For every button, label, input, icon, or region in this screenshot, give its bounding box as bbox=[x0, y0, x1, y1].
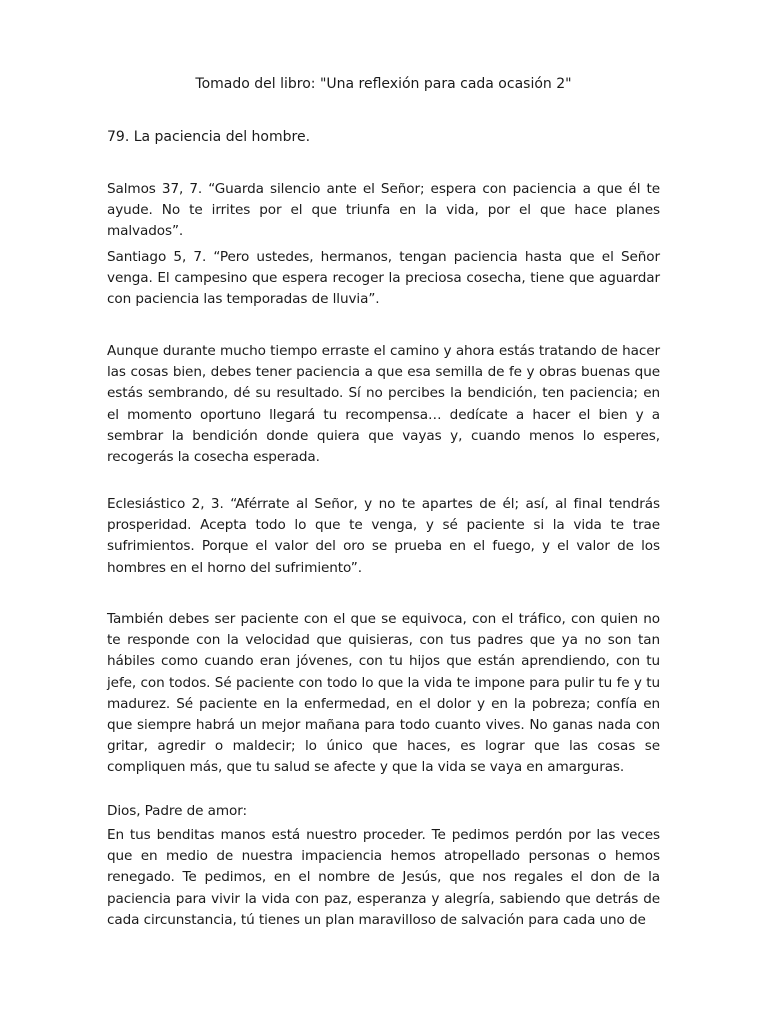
source-line: Tomado del libro: "Una reflexión para cada ocasión 2" bbox=[195, 76, 572, 92]
paragraph-reflection-1: Aunque durante mucho tiempo erraste el camino y ahora estás tratando de hacer las cosas bien, debes tener paciencia a que esa semilla de fe y obras buenas que estás sembrando, dé su resultado. Sí no percibes la bendición, ten paciencia; en el momento oportuno llegará tu recompensa… dedícate a hacer el bien y a sembrar la bendición donde quiera que vayas y, cuando menos lo esperes, recogerás la cosecha esperada. bbox=[107, 343, 660, 466]
paragraph-eclesiastico: Eclesiástico 2, 3. “Aférrate al Señor, y no te apartes de él; así, al final tendrás prosperidad. Acepta todo lo que te venga, y sé paciente si la vida te trae sufrimientos. Porque el valor del oro se prueba en el fuego, y el valor de los hombres en el horno del sufrimiento”. bbox=[107, 496, 660, 576]
paragraph-reflection-2: También debes ser paciente con el que se equivoca, con el tráfico, con quien no te responde con la velocidad que quisieras, con tus padres que ya no son tan hábiles como cuando eran jóvenes, con tu hijos que están aprendiendo, con tu jefe, con todos. Sé paciente con todo lo que la vida te impone para pulir tu fe y tu madurez. Sé paciente en la enfermedad, en el dolor y en la pobreza; confía en que siempre habrá un mejor mañana para todo cuanto vives. No ganas nada con gritar, agredir o maldecir; lo único que haces, es lograr que las cosas se compliquen más, que tu salud se afecte y que la vida se vaya en amarguras. bbox=[107, 611, 660, 776]
paragraph-prayer: En tus benditas manos está nuestro proceder. Te pedimos perdón por las veces que en medio de nuestra impaciencia hemos atropellado personas o hemos renegado. Te pedimos, en el nombre de Jesús, que nos regales el don de la paciencia para vivir la vida con paz, esperanza y alegría, sabiendo que detrás de cada circunstancia, tú tienes un plan maravilloso de salvación para cada uno de bbox=[107, 827, 660, 928]
paragraph-santiago: Santiago 5, 7. “Pero ustedes, hermanos, tengan paciencia hasta que el Señor venga. El campesino que espera recoger la preciosa cosecha, tiene que aguardar con paciencia las temporadas de lluvia”. bbox=[107, 249, 660, 308]
prayer-salutation: Dios, Padre de amor: bbox=[107, 803, 247, 819]
paragraph-salmos: Salmos 37, 7. “Guarda silencio ante el Señor; espera con paciencia a que él te ayude. No te irrites por el que triunfa en la vida, por el que hace planes malvados”. bbox=[107, 181, 660, 240]
section-title: 79. La paciencia del hombre. bbox=[107, 129, 311, 145]
